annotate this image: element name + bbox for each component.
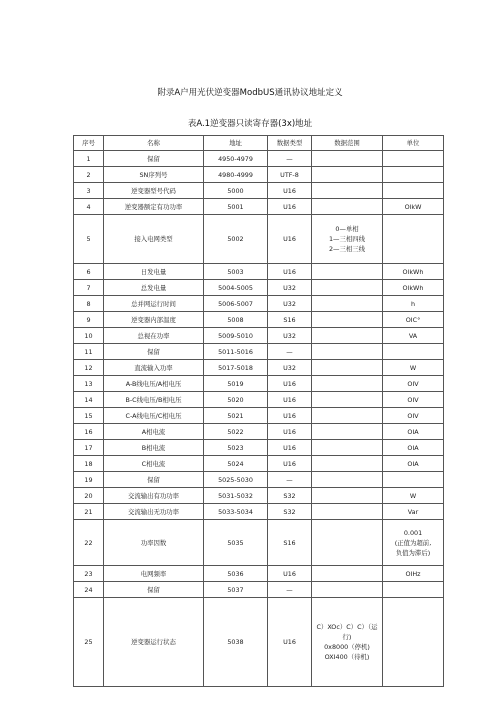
cell-data-type: U32 — [268, 360, 312, 376]
cell-unit: OIA — [383, 424, 444, 440]
cell-data-type: U16 — [268, 440, 312, 456]
table-row — [74, 264, 444, 280]
table-title: 表A.1逆变器只读寄存器(3x)地址 — [187, 119, 313, 129]
cell-unit: VA — [383, 328, 444, 344]
cell-data-type: U16 — [268, 215, 312, 264]
cell-data-type: U32 — [268, 296, 312, 312]
cell-seq: 24 — [74, 582, 104, 598]
range-line: 0x8000（停机) — [324, 643, 370, 651]
cell-seq: 19 — [74, 472, 104, 488]
cell-data-type: U16 — [268, 376, 312, 392]
cell-address: 5020 — [204, 392, 268, 408]
cell-seq: 5 — [74, 215, 104, 264]
unit-line: (正值为超前, — [394, 538, 432, 547]
cell-unit — [383, 582, 444, 598]
cell-seq: 14 — [74, 392, 104, 408]
cell-unit — [383, 344, 444, 360]
cell-data-range — [312, 344, 383, 360]
cell-data-type: U16 — [268, 456, 312, 472]
cell-data-range — [312, 376, 383, 392]
cell-data-range — [312, 215, 383, 264]
cell-name: 功率因数 — [104, 520, 204, 566]
cell-data-type: U16 — [268, 264, 312, 280]
cell-name: 保留 — [104, 472, 204, 488]
header-name: 名称 — [104, 136, 204, 151]
header-address: 地址 — [204, 136, 268, 151]
cell-data-range — [312, 440, 383, 456]
range-line: OXI400（待机) — [324, 653, 370, 661]
cell-seq: 9 — [74, 312, 104, 328]
cell-data-type: U16 — [268, 424, 312, 440]
table-row — [74, 472, 444, 488]
cell-unit: h — [383, 296, 444, 312]
unit-line: 负值为滞后) — [395, 548, 431, 557]
cell-name: A相电流 — [104, 424, 204, 440]
cell-address: 5037 — [204, 582, 268, 598]
cell-address: 5038 — [204, 598, 268, 687]
cell-seq: 10 — [74, 328, 104, 344]
cell-unit — [383, 167, 444, 183]
cell-seq: 3 — [74, 183, 104, 199]
cell-data-type: — — [268, 151, 312, 167]
table-row — [74, 328, 444, 344]
table-row — [74, 296, 444, 312]
cell-seq: 23 — [74, 566, 104, 582]
table-header-row — [74, 136, 444, 151]
cell-seq: 11 — [74, 344, 104, 360]
table-row — [74, 408, 444, 424]
cell-name: 总并网运行时间 — [104, 296, 204, 312]
table-row — [74, 440, 444, 456]
cell-name: C相电流 — [104, 456, 204, 472]
cell-address: 5002 — [204, 215, 268, 264]
cell-name: 接入电网类型 — [104, 215, 204, 264]
table-row — [74, 183, 444, 199]
range-line: 行) — [342, 633, 352, 641]
cell-data-range — [312, 424, 383, 440]
cell-address: 5022 — [204, 424, 268, 440]
cell-name: 保留 — [104, 151, 204, 167]
cell-address: 5031-5032 — [204, 488, 268, 504]
table-row — [74, 151, 444, 167]
cell-data-range — [312, 488, 383, 504]
cell-name: SN序列号 — [104, 167, 204, 183]
cell-data-range — [312, 296, 383, 312]
range-line: C）XOc）C）C）（运 — [316, 623, 378, 631]
cell-data-type: — — [268, 472, 312, 488]
cell-address: 5033-5034 — [204, 504, 268, 520]
cell-name: 保留 — [104, 582, 204, 598]
cell-data-type: U16 — [268, 392, 312, 408]
table-row — [74, 488, 444, 504]
table-row — [74, 199, 444, 215]
table-row — [74, 167, 444, 183]
cell-data-range — [312, 598, 383, 687]
cell-unit: OIA — [383, 456, 444, 472]
register-table — [73, 135, 444, 687]
cell-unit — [383, 472, 444, 488]
table-body — [74, 151, 444, 687]
cell-data-range — [312, 360, 383, 376]
cell-name: 逆变器运行状态 — [104, 598, 204, 687]
cell-seq: 7 — [74, 280, 104, 296]
table-row — [74, 280, 444, 296]
cell-address: 5000 — [204, 183, 268, 199]
cell-data-range — [312, 199, 383, 215]
table-row — [74, 582, 444, 598]
cell-data-type: — — [268, 582, 312, 598]
cell-name: 电网频率 — [104, 566, 204, 582]
header-data-range: 数据范围 — [312, 136, 383, 151]
unit-line: 0.001 — [403, 528, 423, 537]
cell-name: 总视在功率 — [104, 328, 204, 344]
cell-seq: 16 — [74, 424, 104, 440]
page-bottom-margin — [0, 700, 500, 707]
cell-seq: 21 — [74, 504, 104, 520]
cell-data-type: U16 — [268, 566, 312, 582]
cell-data-range — [312, 566, 383, 582]
cell-data-type: S16 — [268, 312, 312, 328]
header-seq: 序号 — [74, 136, 104, 151]
table-row — [74, 312, 444, 328]
cell-name: B相电流 — [104, 440, 204, 456]
cell-data-range — [312, 456, 383, 472]
cell-data-range — [312, 328, 383, 344]
cell-data-type: U32 — [268, 280, 312, 296]
cell-data-type: — — [268, 344, 312, 360]
range-line: 1—三相四线 — [328, 235, 366, 243]
cell-name: 直流输入功率 — [104, 360, 204, 376]
cell-unit: Var — [383, 504, 444, 520]
cell-seq: 8 — [74, 296, 104, 312]
cell-seq: 22 — [74, 520, 104, 566]
cell-data-range — [312, 520, 383, 566]
cell-data-range — [312, 408, 383, 424]
table-row — [74, 424, 444, 440]
cell-seq: 2 — [74, 167, 104, 183]
cell-address: 5024 — [204, 456, 268, 472]
cell-data-type: U16 — [268, 408, 312, 424]
cell-unit — [383, 598, 444, 687]
cell-seq: 15 — [74, 408, 104, 424]
cell-unit: OlkW — [383, 199, 444, 215]
range-line: 0—单相 — [335, 225, 359, 233]
cell-unit: OIC° — [383, 312, 444, 328]
table-row — [74, 456, 444, 472]
cell-data-range — [312, 183, 383, 199]
cell-seq: 6 — [74, 264, 104, 280]
cell-address: 5021 — [204, 408, 268, 424]
cell-address: 5009-5010 — [204, 328, 268, 344]
cell-address: 5017-5018 — [204, 360, 268, 376]
cell-data-type: U32 — [268, 328, 312, 344]
cell-unit: OIHz — [383, 566, 444, 582]
table-row — [74, 598, 444, 687]
table-row — [74, 360, 444, 376]
cell-address: 5011-5016 — [204, 344, 268, 360]
table-row — [74, 566, 444, 582]
cell-name: 交流输出无功功率 — [104, 504, 204, 520]
cell-name: C-A线电压/C相电压 — [104, 408, 204, 424]
cell-seq: 20 — [74, 488, 104, 504]
cell-unit: OIV — [383, 392, 444, 408]
cell-address: 5008 — [204, 312, 268, 328]
cell-name: B-C线电压/B相电压 — [104, 392, 204, 408]
table-row — [74, 504, 444, 520]
table-row — [74, 392, 444, 408]
cell-unit: OIV — [383, 376, 444, 392]
range-line: 2—三相三线 — [328, 245, 366, 253]
cell-data-type: S32 — [268, 504, 312, 520]
cell-address: 5036 — [204, 566, 268, 582]
cell-address: 4950-4979 — [204, 151, 268, 167]
cell-data-range — [312, 167, 383, 183]
cell-unit: W — [383, 360, 444, 376]
cell-unit: OlkWh — [383, 280, 444, 296]
cell-data-type: U16 — [268, 199, 312, 215]
cell-unit: OIA — [383, 440, 444, 456]
cell-name: A-B线电压/A相电压 — [104, 376, 204, 392]
cell-address: 5004-5005 — [204, 280, 268, 296]
cell-name: 逆变器型号代码 — [104, 183, 204, 199]
header-data-type: 数据类型 — [268, 136, 312, 151]
cell-unit: W — [383, 488, 444, 504]
cell-address: 5019 — [204, 376, 268, 392]
cell-data-range — [312, 504, 383, 520]
cell-data-range — [312, 582, 383, 598]
cell-name: 总发电量 — [104, 280, 204, 296]
cell-data-type: S32 — [268, 488, 312, 504]
table-row — [74, 344, 444, 360]
cell-unit: OIV — [383, 408, 444, 424]
cell-unit — [383, 215, 444, 264]
cell-seq: 13 — [74, 376, 104, 392]
cell-name: 交流输出有功功率 — [104, 488, 204, 504]
cell-seq: 12 — [74, 360, 104, 376]
cell-data-type: U16 — [268, 598, 312, 687]
header-unit: 单位 — [383, 136, 444, 151]
cell-data-range — [312, 264, 383, 280]
cell-unit — [383, 151, 444, 167]
cell-unit — [383, 183, 444, 199]
cell-unit: OlkWh — [383, 264, 444, 280]
table-row — [74, 215, 444, 264]
cell-name: 日发电量 — [104, 264, 204, 280]
cell-name: 逆变器额定有功功率 — [104, 199, 204, 215]
cell-name: 保留 — [104, 344, 204, 360]
cell-address: 5001 — [204, 199, 268, 215]
cell-data-range — [312, 280, 383, 296]
cell-address: 5025-5030 — [204, 472, 268, 488]
cell-address: 4980-4999 — [204, 167, 268, 183]
cell-seq: 25 — [74, 598, 104, 687]
cell-unit — [383, 520, 444, 566]
cell-data-range — [312, 151, 383, 167]
document-title: 附录A户用光伏逆变器ModbUS通讯协议地址定义 — [157, 88, 343, 98]
cell-data-type: U16 — [268, 183, 312, 199]
table-row — [74, 376, 444, 392]
cell-address: 5023 — [204, 440, 268, 456]
cell-data-type: UTF-8 — [268, 167, 312, 183]
cell-seq: 1 — [74, 151, 104, 167]
cell-seq: 4 — [74, 199, 104, 215]
cell-address: 5006-5007 — [204, 296, 268, 312]
cell-address: 5035 — [204, 520, 268, 566]
cell-data-range — [312, 392, 383, 408]
cell-address: 5003 — [204, 264, 268, 280]
table-row — [74, 520, 444, 566]
cell-data-range — [312, 312, 383, 328]
cell-data-range — [312, 472, 383, 488]
cell-seq: 17 — [74, 440, 104, 456]
cell-data-type: S16 — [268, 520, 312, 566]
cell-seq: 18 — [74, 456, 104, 472]
cell-name: 逆变器内部温度 — [104, 312, 204, 328]
